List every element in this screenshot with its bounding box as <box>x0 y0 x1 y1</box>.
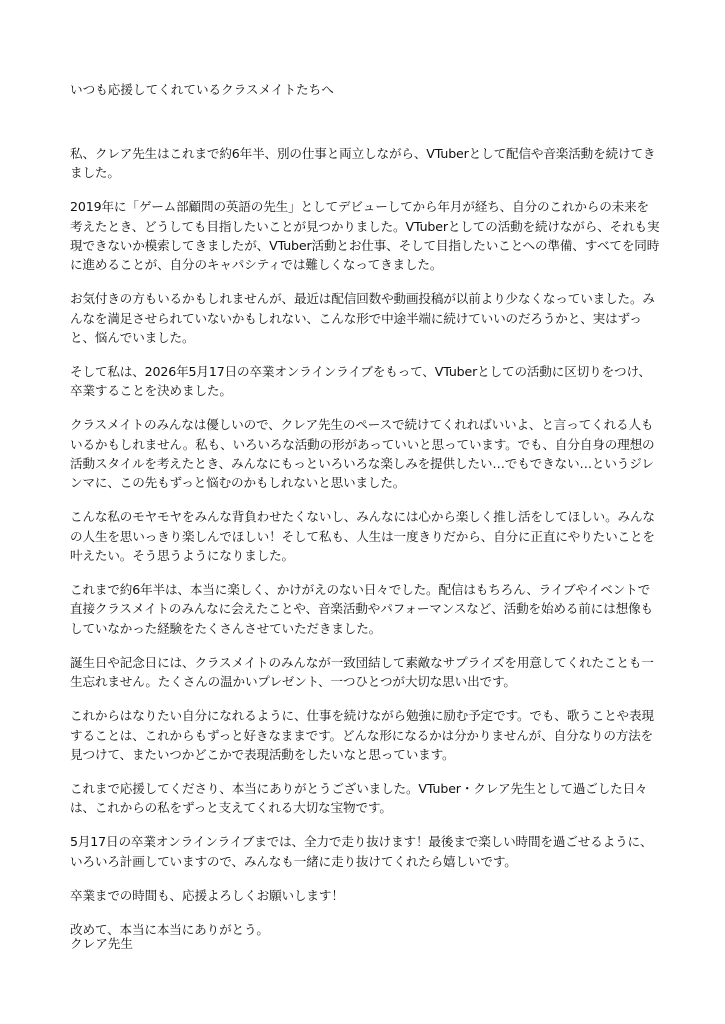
letter-paragraph-11: 5月17日の卒業オンラインライブまでは、全力で走り抜けます！最後まで楽しい時間を過ごせるように、いろいろ計画していますので、みんなも一緒に走り抜けてくれたら嬉しいです。 <box>70 834 653 869</box>
letter-paragraph-8: 誕生日や記念日には、クラスメイトのみんなが一致団結して素敵なサプライズを用意してくれたことも一生忘れません。たくさんの温かいプレゼント、一つひとつが大切な思い出です。 <box>70 654 654 690</box>
letter-paragraph-7: これまで約6年半は、本当に楽しく、かけがえのない日々でした。配信はもちろん、ライブやイベントで直接クラスメイトのみんなに会えたことや、音楽活動やパフォーマンスなど、活動を始める前には想像もしていなかった経験をたくさんさせていただきました。 <box>70 582 653 636</box>
letter-paragraph-3: お気付きの方もいるかもしれませんが、最近は配信回数や動画投稿が以前より少なくなっていました。みんなを満足させられていないかもしれない、こんな形で中途半端に続けていいのだろうかと、実はずっと、悩んでいました。 <box>70 291 655 345</box>
letter-paragraph-4: そして私は、2026年5月17日の卒業オンラインライブをもって、VTuberとしての活動に区切りをつけ、卒業することを決めました。 <box>70 364 651 399</box>
letter-paragraph-9: これからはなりたい自分になれるように、仕事を続けながら勉強に励む予定です。でも、歌うことや表現することは、これからもずっと好きなままです。どんな形になるかは分かりませんが、自分なりの方法を見つけて、またいつかどこかで表現活動をしたいなと思っています。 <box>70 708 654 762</box>
letter-paragraph-12: 卒業までの時間も、応援よろしくお願いします！ <box>70 887 344 903</box>
letter-paragraph-1: 私、クレア先生はこれまで約6年半、別の仕事と両立しながら、VTuberとして配信や音楽活動を続けてきました。 <box>70 146 656 181</box>
letter-salutation: いつも応援してくれているクラスメイトたちへ <box>70 82 334 97</box>
letter-paragraph-13: 改めて、本当に本当にありがとう。 <box>70 921 269 937</box>
letter-paragraph-6: こんな私のモヤモヤをみんな背負わせたくないし、みんなには心から楽しく推し活をしてほしい。みんなの人生を思いっきり楽しんでほしい！そして私も、人生は一度きりだから、自分に正直にやりたいことを叶えたい。そう思うようになりました。 <box>70 509 655 564</box>
letter-paragraph-10: これまで応援してくださり、本当にありがとうございました。VTuber・クレア先生として過ごした日々は、これからの私をずっと支えてくれる大切な宝物です。 <box>70 780 648 816</box>
letter-signature: クレア先生 <box>70 936 133 951</box>
letter-paragraph-2: 2019年に「ゲーム部顧問の英語の先生」としてデビューしてから年月が経ち、自分のこれからの未来を考えたとき、どうしても目指したいことが見つかりました。VTuberとしての活動を続けながら、それも実現できないか模索してきましたが、VTuber活動とお仕事、そして目指したいことへの準備、すべてを同時に進めることが、自分のキャパシティでは難しくなってきました。 <box>70 199 660 273</box>
letter-paragraph-5: クラスメイトのみんなは優しいので、クレア先生のペースで続けてくれればいいよ、と言ってくれる人もいるかもしれません。私も、いろいろな活動の形があっていいと思っています。でも、自分自身の理想の活動スタイルを考えたとき、みんなにもっといろいろな楽しみを提供したい…でもできない…というジレンマに、この先もずっと悩むのかもしれないと思いました。 <box>70 417 655 491</box>
letter-body <box>70 144 660 954</box>
